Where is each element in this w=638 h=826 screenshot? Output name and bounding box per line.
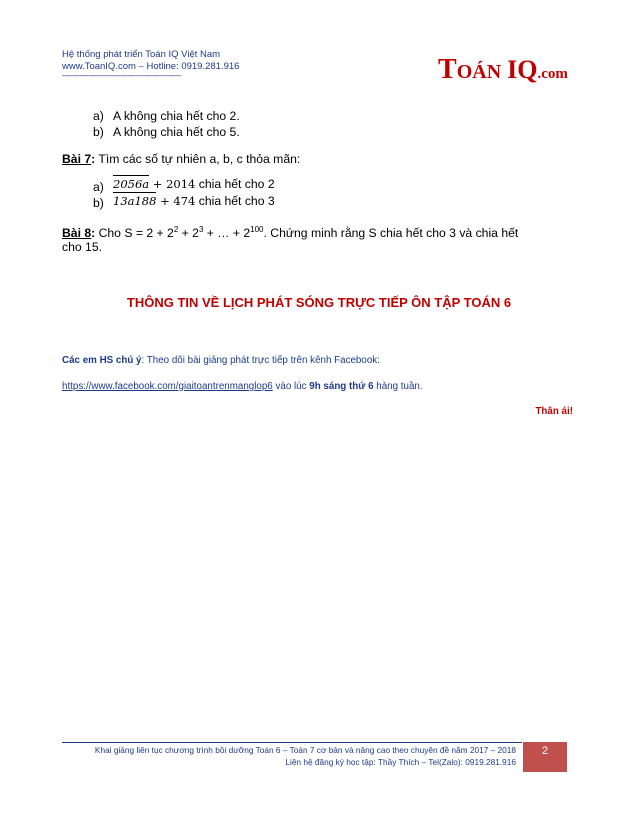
notice-schedule: https://www.facebook.com/giaitoantrenmanglop6 vào lúc 9h sáng thứ 6 hàng tuần. <box>62 381 423 392</box>
math-expression: 13a188 + 474 chia hết cho 3 <box>113 194 275 208</box>
header-hotline: www.ToanIQ.com – Hotline: 0919.281.916 <box>62 61 240 72</box>
footer-divider <box>62 742 522 743</box>
header-title: Hệ thống phát triển Toán IQ Việt Nam <box>62 49 221 60</box>
list-item: b) <box>93 125 104 139</box>
exercise-text: Tìm các số tự nhiên a, b, c thỏa mãn: <box>98 152 301 166</box>
math-expression: 2056a + 2014 chia hết cho 2 <box>113 177 275 191</box>
toaniq-logo: TOÁN IQ.com <box>438 54 568 85</box>
overline-number: 2056a <box>113 177 150 191</box>
list-item: a) <box>93 180 104 194</box>
announcement-title: THÔNG TIN VỀ LỊCH PHÁT SÓNG TRỰC TIẾP ÔN TẬP TOÁN 6 <box>126 295 512 310</box>
footer-course-info: Khai giảng liên tục chương trình bồi dưỡng Toán 6 – Toán 7 cơ bản và nâng cao theo chuyên đề năm 2017 – 2018 <box>94 745 516 755</box>
exercise-8: Bài 8: Cho $S = 2 + 2^2 + 2^3$ + … + $2^{100}$. Chứng minh rằng S chia hết cho 3 và chia hết <box>62 225 519 241</box>
list-item-text: A không chia hết cho 5. <box>113 125 240 139</box>
list-item-text: A không chia hết cho 2. <box>113 109 240 123</box>
header-divider: ------------------------------------------------------- <box>62 71 182 80</box>
closing-text: Thân ái! <box>535 406 573 417</box>
notice-line: Các em HS chú ý: Theo dõi bài giảng phát trực tiếp trên kênh Facebook: <box>62 355 380 366</box>
footer-contact: Liên hệ đăng ký học tập: Thầy Thích – Tel(Zalo): 0919.281.916 <box>285 757 516 767</box>
page-number: 2 <box>523 742 567 772</box>
exercise-7: Bài 7: Tìm các số tự nhiên a, b, c thỏa mãn: <box>62 152 301 166</box>
exercise-title: Bài 7 <box>62 152 92 166</box>
list-item: b) <box>93 196 104 210</box>
exercise-title: Bài 8 <box>62 226 92 241</box>
facebook-link[interactable]: https://www.facebook.com/giaitoantrenmanglop6 <box>62 381 273 392</box>
list-item: a) <box>93 109 104 123</box>
exercise-text: cho 15. <box>62 240 102 254</box>
overline-number: 13a188 <box>113 194 157 208</box>
